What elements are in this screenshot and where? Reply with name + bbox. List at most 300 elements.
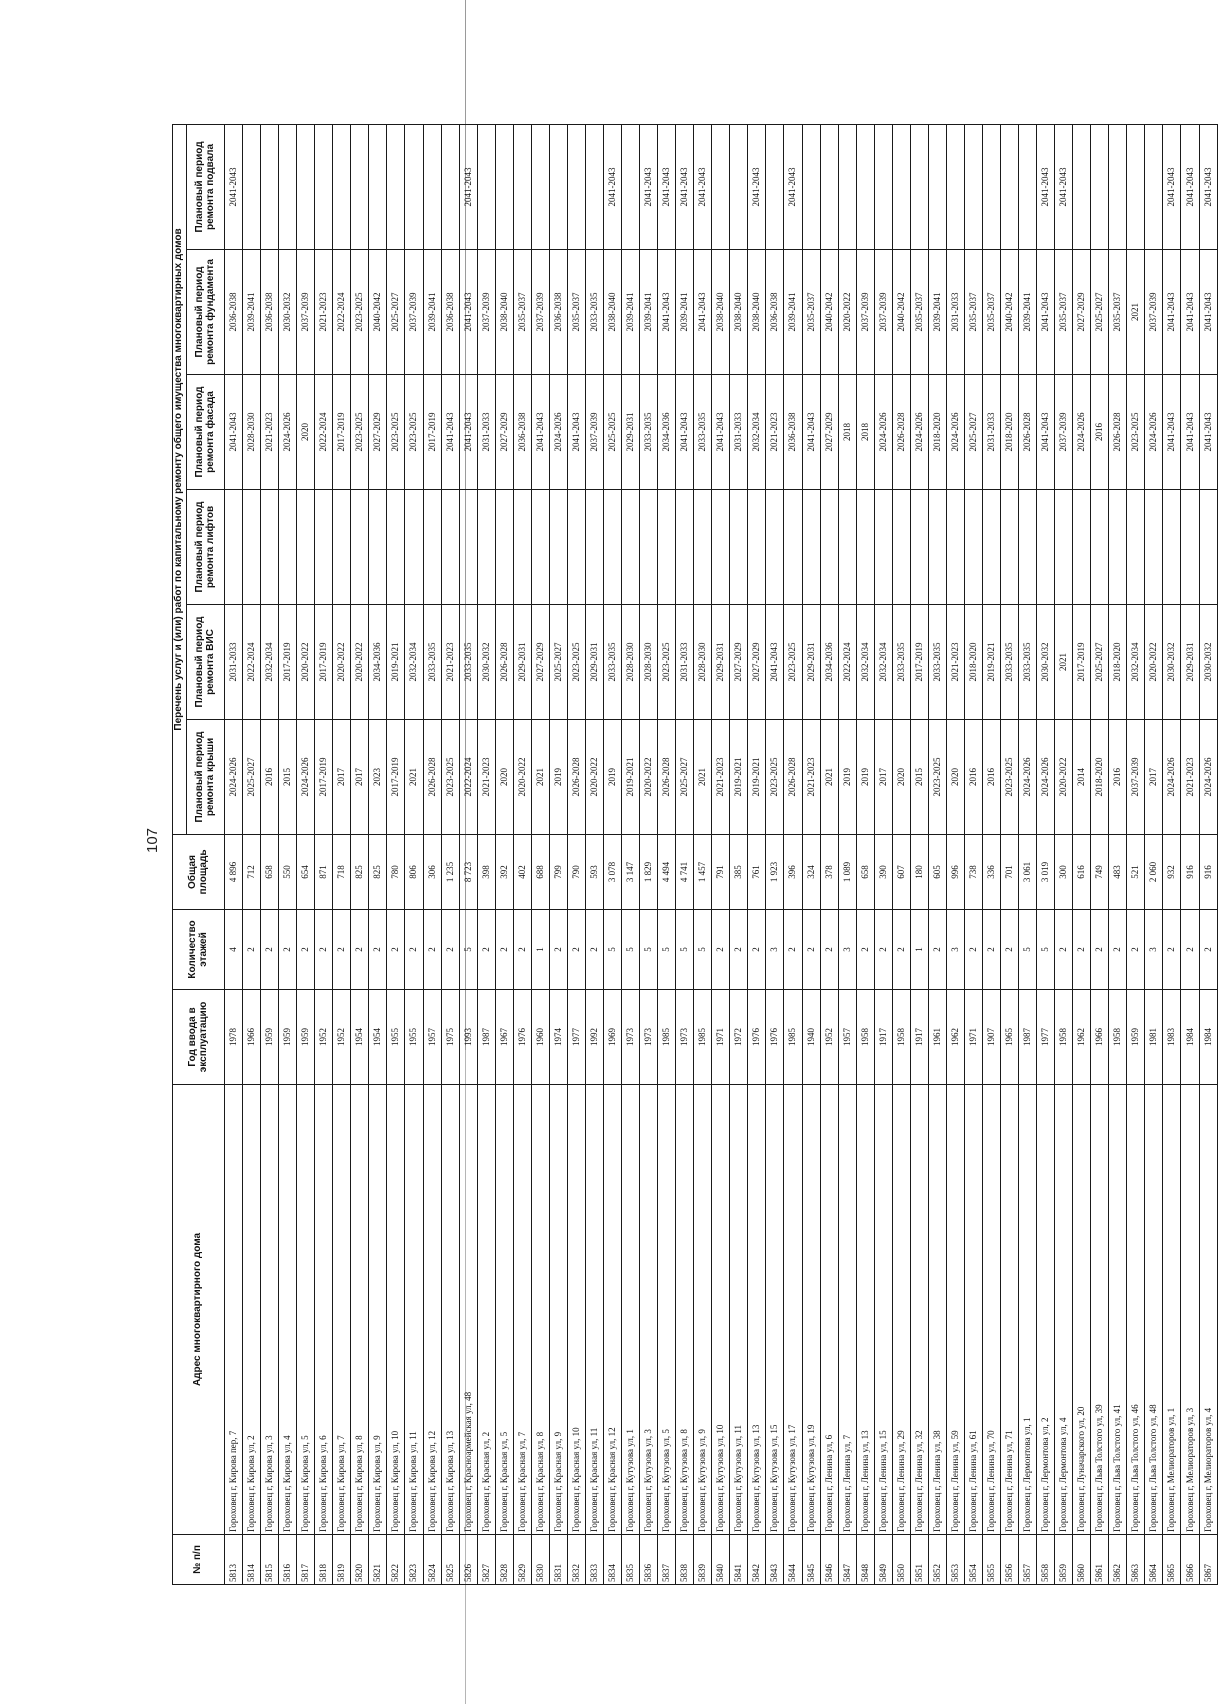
cell-num: 5844 [784,1535,802,1585]
cell-facade: 2023-2025 [351,375,369,490]
cell-floors: 2 [712,910,730,990]
cell-foundation: 2036-2038 [766,250,784,375]
cell-foundation: 2021-2023 [315,250,333,375]
cell-area: 790 [567,835,585,910]
cell-foundation: 2035-2037 [802,250,820,375]
cell-lift [784,490,802,605]
cell-basement [531,124,549,249]
cell-foundation: 2039-2041 [1019,250,1037,375]
cell-vis: 2027-2029 [730,605,748,720]
cell-lift [1019,490,1037,605]
cell-floors: 5 [603,910,621,990]
table-row [351,124,369,1584]
cell-facade: 2031-2033 [730,375,748,490]
cell-roof: 2021 [694,720,712,835]
cell-vis: 2033-2035 [928,605,946,720]
cell-year: 1958 [1055,990,1073,1085]
cell-vis: 2034-2036 [369,605,387,720]
cell-roof: 2020-2022 [585,720,603,835]
cell-address: Гороховец г, Ленина ул, 7 [838,1085,856,1535]
cell-foundation: 2035-2037 [910,250,928,375]
cell-num: 5829 [513,1535,531,1585]
cell-num: 5815 [261,1535,279,1585]
cell-vis: 2032-2034 [874,605,892,720]
cell-year: 1978 [225,990,243,1085]
cell-num: 5849 [874,1535,892,1585]
cell-vis: 2026-2028 [495,605,513,720]
cell-num: 5835 [622,1535,640,1585]
cell-roof: 2020-2022 [1055,720,1073,835]
cell-num: 5859 [1055,1535,1073,1585]
table-row [640,124,658,1584]
cell-roof: 2025-2027 [243,720,261,835]
cell-vis: 2032-2034 [405,605,423,720]
cell-foundation: 2041-2043 [1037,250,1055,375]
cell-vis: 2041-2043 [766,605,784,720]
cell-num: 5827 [477,1535,495,1585]
cell-vis: 2017-2019 [1073,605,1091,720]
cell-foundation: 2039-2041 [928,250,946,375]
cell-num: 5819 [333,1535,351,1585]
cell-basement [622,124,640,249]
cell-address: Гороховец г, Кирова ул, 8 [351,1085,369,1535]
table-row [838,124,856,1584]
header-area: Общая площадь [173,835,225,910]
cell-num: 5816 [279,1535,297,1585]
cell-roof: 2017 [333,720,351,835]
cell-facade: 2023-2025 [1127,375,1145,490]
cell-floors: 2 [964,910,982,990]
cell-foundation: 2037-2039 [874,250,892,375]
cell-floors: 2 [297,910,315,990]
cell-year: 1975 [441,990,459,1085]
cell-foundation: 2037-2039 [1145,250,1163,375]
cell-floors: 5 [640,910,658,990]
cell-floors: 5 [676,910,694,990]
cell-address: Гороховец г, Мелиораторов ул, 1 [1163,1085,1181,1535]
table-row [676,124,694,1584]
cell-roof: 2024-2026 [225,720,243,835]
cell-lift [622,490,640,605]
cell-lift [531,490,549,605]
cell-address: Гороховец г, Ленина ул, 29 [892,1085,910,1535]
cell-area: 378 [820,835,838,910]
table-row [1001,124,1019,1584]
cell-floors: 2 [1199,910,1217,990]
table-row [784,124,802,1584]
cell-foundation: 2037-2039 [405,250,423,375]
cell-num: 5831 [549,1535,567,1585]
cell-area: 712 [243,835,261,910]
cell-facade: 2027-2029 [369,375,387,490]
cell-lift [838,490,856,605]
cell-basement [820,124,838,249]
cell-roof: 2023-2025 [766,720,784,835]
table-row [603,124,621,1584]
cell-year: 1984 [1199,990,1217,1085]
cell-address: Гороховец г, Кутузова ул, 13 [748,1085,766,1535]
cell-roof: 2019 [856,720,874,835]
cell-lift [351,490,369,605]
cell-num: 5828 [495,1535,513,1585]
cell-area: 2 060 [1145,835,1163,910]
cell-lift [405,490,423,605]
cell-facade: 2032-2034 [748,375,766,490]
cell-basement [1145,124,1163,249]
cell-basement: 2041-2043 [1163,124,1181,249]
cell-vis: 2029-2031 [585,605,603,720]
cell-floors: 2 [1055,910,1073,990]
cell-area: 4 741 [676,835,694,910]
cell-lift [964,490,982,605]
cell-facade: 2041-2043 [459,375,477,490]
cell-area: 996 [946,835,964,910]
cell-basement: 2041-2043 [1199,124,1217,249]
cell-facade: 2021-2023 [261,375,279,490]
cell-foundation: 2040-2042 [820,250,838,375]
cell-basement [387,124,405,249]
cell-address: Гороховец г, Красная ул, 7 [513,1085,531,1535]
cell-year: 1976 [513,990,531,1085]
cell-lift [820,490,838,605]
cell-address: Гороховец г, Кирова ул, 3 [261,1085,279,1535]
cell-num: 5826 [459,1535,477,1585]
cell-vis: 2022-2024 [838,605,856,720]
cell-roof: 2021-2023 [477,720,495,835]
cell-year: 1960 [531,990,549,1085]
cell-num: 5818 [315,1535,333,1585]
cell-area: 607 [892,835,910,910]
cell-num: 5851 [910,1535,928,1585]
cell-roof: 2019 [838,720,856,835]
cell-floors: 2 [387,910,405,990]
cell-vis: 2033-2035 [1019,605,1037,720]
cell-foundation: 2036-2038 [261,250,279,375]
cell-vis: 2023-2025 [658,605,676,720]
cell-address: Гороховец г, Ленина ул, 6 [820,1085,838,1535]
cell-lift [1181,490,1199,605]
cell-vis: 2031-2033 [225,605,243,720]
cell-lift [658,490,676,605]
cell-year: 1959 [297,990,315,1085]
cell-lift [676,490,694,605]
cell-foundation: 2027-2029 [1073,250,1091,375]
cell-floors: 2 [441,910,459,990]
cell-facade: 2027-2029 [820,375,838,490]
cell-vis: 2029-2031 [1181,605,1199,720]
cell-facade: 2031-2033 [477,375,495,490]
cell-area: 385 [730,835,748,910]
cell-basement: 2041-2043 [459,124,477,249]
cell-floors: 1 [531,910,549,990]
table-row [387,124,405,1584]
cell-address: Гороховец г, Красная ул, 2 [477,1085,495,1535]
cell-floors: 2 [423,910,441,990]
cell-basement [982,124,1000,249]
cell-facade: 2041-2043 [1181,375,1199,490]
cell-basement [279,124,297,249]
cell-roof: 2014 [1073,720,1091,835]
cell-address: Гороховец г, Кирова ул, 10 [387,1085,405,1535]
cell-lift [1109,490,1127,605]
cell-roof: 2023-2025 [1001,720,1019,835]
cell-area: 1 089 [838,835,856,910]
cell-num: 5817 [297,1535,315,1585]
cell-facade: 2018 [856,375,874,490]
cell-year: 1965 [1001,990,1019,1085]
cell-vis: 2025-2027 [549,605,567,720]
cell-foundation: 2030-2032 [279,250,297,375]
cell-foundation: 2038-2040 [730,250,748,375]
cell-vis: 2033-2035 [459,605,477,720]
table-row [459,124,477,1584]
cell-basement [802,124,820,249]
cell-lift [297,490,315,605]
cell-year: 1972 [730,990,748,1085]
table-row [658,124,676,1584]
table-row [261,124,279,1584]
cell-floors: 5 [622,910,640,990]
cell-address: Гороховец г, Ленина ул, 32 [910,1085,928,1535]
cell-lift [603,490,621,605]
cell-facade: 2033-2035 [694,375,712,490]
cell-basement [1019,124,1037,249]
cell-lift [928,490,946,605]
table-row [910,124,928,1584]
cell-basement [856,124,874,249]
cell-basement [874,124,892,249]
cell-year: 1974 [549,990,567,1085]
cell-num: 5830 [531,1535,549,1585]
cell-lift [856,490,874,605]
cell-roof: 2021 [820,720,838,835]
table-row [1055,124,1073,1584]
header-address: Адрес многоквартирного дома [173,1085,225,1535]
table-row [1091,124,1109,1584]
cell-floors: 2 [495,910,513,990]
cell-facade: 2028-2030 [243,375,261,490]
cell-facade: 2025-2027 [964,375,982,490]
cell-year: 1985 [658,990,676,1085]
table-row [549,124,567,1584]
table-row [441,124,459,1584]
cell-area: 300 [1055,835,1073,910]
cell-floors: 5 [694,910,712,990]
cell-vis: 2023-2025 [567,605,585,720]
cell-basement: 2041-2043 [603,124,621,249]
cell-vis: 2028-2030 [622,605,640,720]
cell-area: 654 [297,835,315,910]
cell-lift [640,490,658,605]
cell-lift [1163,490,1181,605]
cell-vis: 2020-2022 [297,605,315,720]
cell-basement: 2041-2043 [676,124,694,249]
cell-vis: 2029-2031 [802,605,820,720]
cell-num: 5814 [243,1535,261,1585]
cell-vis: 2033-2035 [1001,605,1019,720]
cell-lift [477,490,495,605]
cell-basement [243,124,261,249]
cell-foundation: 2037-2039 [477,250,495,375]
cell-basement [477,124,495,249]
cell-vis: 2030-2032 [1037,605,1055,720]
cell-facade: 2036-2038 [784,375,802,490]
cell-num: 5858 [1037,1535,1055,1585]
cell-roof: 2024-2026 [1019,720,1037,835]
cell-floors: 2 [982,910,1000,990]
cell-lift [261,490,279,605]
cell-facade: 2017-2019 [423,375,441,490]
cell-area: 1 235 [441,835,459,910]
cell-year: 1958 [892,990,910,1085]
cell-num: 5843 [766,1535,784,1585]
cell-area: 3 078 [603,835,621,910]
cell-foundation: 2038-2040 [495,250,513,375]
cell-num: 5853 [946,1535,964,1585]
cell-lift [243,490,261,605]
cell-basement [1073,124,1091,249]
cell-year: 1958 [856,990,874,1085]
cell-basement: 2041-2043 [1055,124,1073,249]
cell-roof: 2019-2021 [748,720,766,835]
cell-facade: 2026-2028 [892,375,910,490]
cell-num: 5820 [351,1535,369,1585]
cell-vis: 2032-2034 [856,605,874,720]
cell-roof: 2024-2026 [297,720,315,835]
cell-num: 5863 [1127,1535,1145,1585]
cell-foundation: 2036-2038 [549,250,567,375]
cell-lift [892,490,910,605]
cell-foundation: 2033-2035 [585,250,603,375]
cell-area: 718 [333,835,351,910]
cell-area: 324 [802,835,820,910]
cell-address: Гороховец г, Ленина ул, 59 [946,1085,964,1535]
cell-roof: 2019 [549,720,567,835]
table-row [964,124,982,1584]
cell-floors: 5 [1037,910,1055,990]
cell-facade: 2031-2033 [982,375,1000,490]
cell-floors: 2 [1181,910,1199,990]
cell-lift [766,490,784,605]
cell-roof: 2024-2026 [1163,720,1181,835]
cell-foundation: 2040-2042 [369,250,387,375]
cell-basement [369,124,387,249]
cell-vis: 2022-2024 [243,605,261,720]
table-row [820,124,838,1584]
cell-area: 396 [784,835,802,910]
table-row [766,124,784,1584]
cell-address: Гороховец г, Ленина ул, 13 [856,1085,874,1535]
cell-floors: 2 [333,910,351,990]
cell-year: 1987 [1019,990,1037,1085]
cell-foundation: 2039-2041 [423,250,441,375]
table-row [243,124,261,1584]
cell-num: 5862 [1109,1535,1127,1585]
cell-num: 5850 [892,1535,910,1585]
header-foundation: Плановый период ремонта фундамента [187,250,225,375]
cell-foundation: 2031-2033 [946,250,964,375]
cell-floors: 2 [802,910,820,990]
cell-address: Гороховец г, Лермонтова ул, 4 [1055,1085,1073,1535]
table-row [369,124,387,1584]
cell-foundation: 2041-2043 [1181,250,1199,375]
cell-area: 4 494 [658,835,676,910]
cell-lift [279,490,297,605]
cell-area: 3 019 [1037,835,1055,910]
cell-num: 5821 [369,1535,387,1585]
cell-facade: 2026-2028 [1109,375,1127,490]
cell-lift [802,490,820,605]
cell-num: 5824 [423,1535,441,1585]
cell-basement [333,124,351,249]
cell-area: 306 [423,835,441,910]
cell-area: 336 [982,835,1000,910]
cell-num: 5825 [441,1535,459,1585]
cell-foundation: 2035-2037 [1109,250,1127,375]
cell-address: Гороховец г, Лермонтова ул, 2 [1037,1085,1055,1535]
cell-floors: 2 [351,910,369,990]
cell-facade: 2024-2026 [946,375,964,490]
cell-num: 5864 [1145,1535,1163,1585]
table-row [730,124,748,1584]
cell-floors: 2 [1073,910,1091,990]
cell-basement [567,124,585,249]
cell-vis: 2017-2019 [910,605,928,720]
cell-year: 1983 [1163,990,1181,1085]
cell-facade: 2021-2023 [766,375,784,490]
cell-roof: 2026-2028 [423,720,441,835]
cell-lift [495,490,513,605]
cell-basement [315,124,333,249]
cell-vis: 2027-2029 [531,605,549,720]
cell-facade: 2024-2026 [1073,375,1091,490]
cell-roof: 2016 [964,720,982,835]
cell-basement: 2041-2043 [784,124,802,249]
cell-roof: 2021-2023 [712,720,730,835]
cell-foundation: 2038-2040 [748,250,766,375]
table-row [748,124,766,1584]
table-row [1019,124,1037,1584]
cell-lift [1037,490,1055,605]
cell-lift [1091,490,1109,605]
cell-floors: 2 [549,910,567,990]
cell-basement [297,124,315,249]
cell-facade: 2037-2039 [585,375,603,490]
cell-lift [694,490,712,605]
cell-vis: 2033-2035 [423,605,441,720]
cell-area: 688 [531,835,549,910]
cell-vis: 2030-2032 [1199,605,1217,720]
cell-roof: 2024-2026 [1037,720,1055,835]
cell-facade: 2041-2043 [441,375,459,490]
cell-area: 1 457 [694,835,712,910]
table-row [1163,124,1181,1584]
cell-address: Гороховец г, Кутузова ул, 1 [622,1085,640,1535]
table-row [225,124,243,1584]
cell-vis: 2021 [1055,605,1073,720]
cell-floors: 2 [1109,910,1127,990]
cell-foundation: 2038-2040 [712,250,730,375]
cell-address: Гороховец г, Красная ул, 5 [495,1085,513,1535]
table-row [1037,124,1055,1584]
cell-floors: 2 [1127,910,1145,990]
cell-lift [1145,490,1163,605]
cell-floors: 4 [225,910,243,990]
cell-roof: 2015 [279,720,297,835]
cell-year: 1958 [1109,990,1127,1085]
cell-year: 1962 [946,990,964,1085]
cell-address: Гороховец г, Кутузова ул, 15 [766,1085,784,1535]
